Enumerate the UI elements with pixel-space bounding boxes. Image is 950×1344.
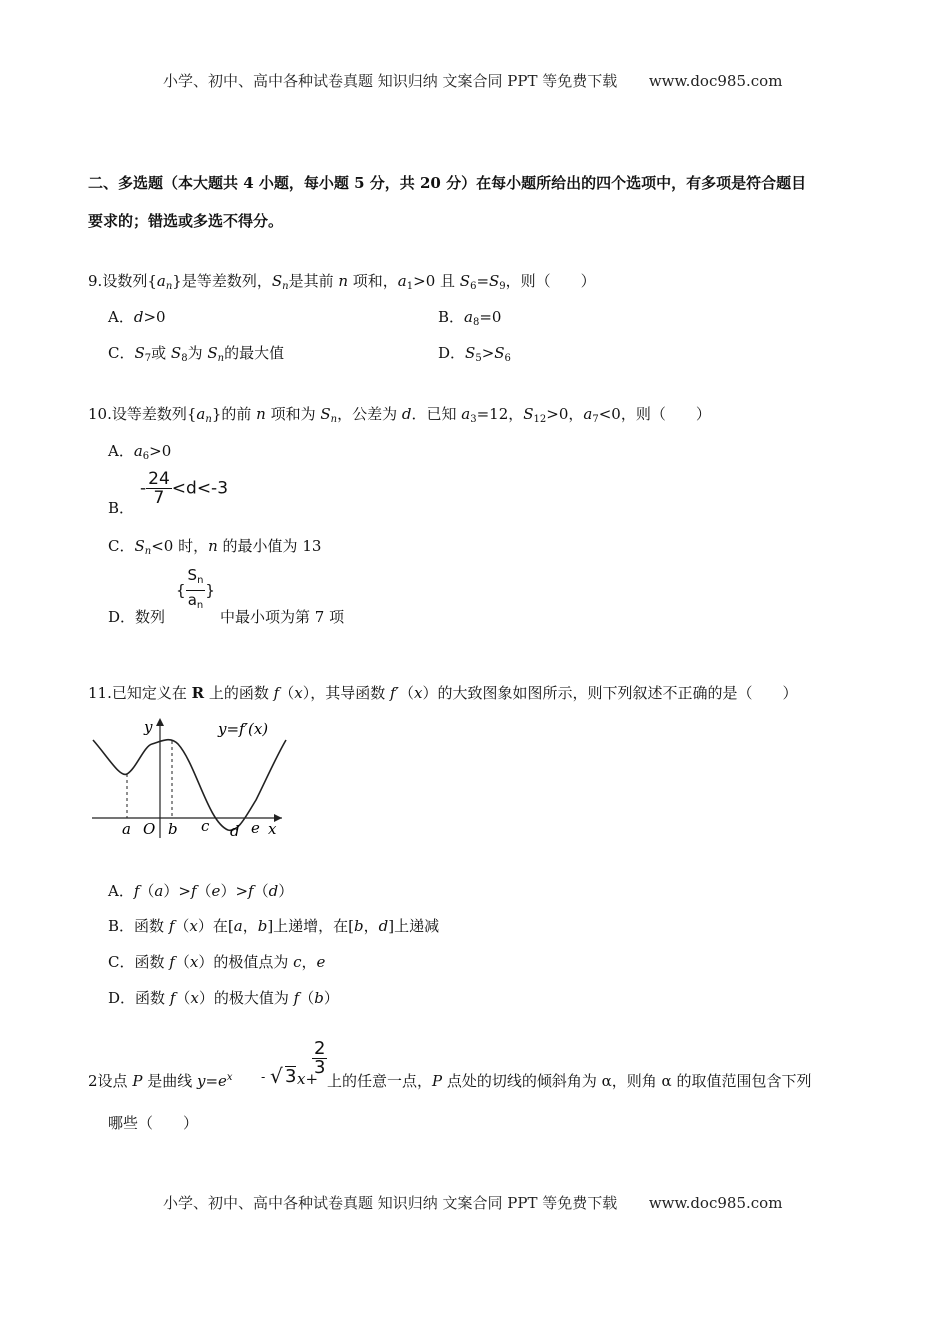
footer-text: 小学、初中、高中各种试卷真题 知识归纳 文案合同 PPT 等免费下载 — [163, 1194, 618, 1212]
header-text: 小学、初中、高中各种试卷真题 知识归纳 文案合同 PPT 等免费下载 — [163, 72, 618, 90]
section-heading-line1: 二、多选题（本大题共 4 小题，每小题 5 分，共 20 分）在每小题所给出的四个选项中，有多项是符合题目 — [88, 174, 807, 192]
q9-option-c[interactable]: C．$S_7$或 $S_8$为 $S_n$的最大值 — [108, 344, 285, 364]
y-axis-arrow — [156, 718, 164, 726]
graph-b-label: b — [168, 820, 178, 838]
graph-a-label: a — [122, 820, 131, 838]
graph-e-label: e — [251, 819, 260, 837]
q9-option-a[interactable]: A．d>0 — [108, 308, 166, 326]
q10-d-sequence-fraction: { $\frac{S_n}{a_n}$ } — [176, 566, 215, 611]
q11-option-c[interactable]: C．函数 f（x）的极值点为 c，e — [108, 953, 326, 971]
graph-d-label: d — [230, 822, 240, 840]
q10-option-a[interactable]: A．$a_6>0$ — [108, 442, 172, 462]
q11-option-d[interactable]: D．函数 f（x）的极大值为 f（b） — [108, 989, 339, 1007]
q12-fraction: $\frac{2}{3}$ — [314, 1038, 326, 1078]
q9-option-d[interactable]: D．$S_5>S_6$ — [438, 344, 511, 364]
question-11-stem: 11.已知定义在 R 上的函数 f（x），其导函数 f′（x）的大致图象如图所示，则下列叙述不正确的是（ ） — [88, 684, 798, 702]
header-site-link[interactable]: www.doc985.com — [648, 72, 783, 90]
page-footer — [163, 1192, 782, 1213]
sqrt-symbol: √ — [270, 1064, 283, 1088]
footer-site-link[interactable]: www.doc985.com — [648, 1194, 783, 1212]
q10-option-d[interactable]: D．数列 { $\frac{S_n}{a_n}$ } 中最小项为第 7 项 — [108, 566, 345, 626]
graph-y-label: y — [144, 718, 153, 736]
q10-b-fraction: $\frac{24}{7}$ — [148, 469, 170, 508]
q11-option-a[interactable]: A．f（a）>f（e）>f（d） — [108, 882, 294, 900]
question-9-stem: 9.设数列$\{a_n\}$是等差数列，$S_n$是其前 n 项和，$a_1>0$ 且 $S_6=S_9$，则（ ） — [88, 272, 596, 292]
section-heading-line2: 要求的；错选或多选不得分。 — [88, 212, 284, 230]
graph-function-label: y=f′(x) — [218, 720, 269, 738]
page-header — [163, 70, 782, 91]
q9-option-b[interactable]: B．$a_8=0$ — [438, 308, 502, 328]
graph-origin-label: O — [143, 820, 156, 838]
derivative-graph — [88, 712, 293, 842]
question-10-stem: 10.设等差数列$\{a_n\}$的前 n 项和为 $S_n$，公差为 d．已知 $a_3=12$，$S_{12}>0$，$a_7<0$，则（ ） — [88, 405, 711, 425]
graph-x-label: x — [268, 820, 277, 838]
q11-option-b[interactable]: B．函数 f（x）在[a，b]上递增，在[b，d]上递减 — [108, 917, 440, 935]
graph-c-label: c — [201, 817, 210, 835]
q10-option-c[interactable]: C．$S_n<0$ 时，n 的最小值为 13 — [108, 537, 322, 557]
derivative-curve — [93, 740, 286, 831]
question-12-line2: 哪些（ ） — [108, 1114, 199, 1132]
